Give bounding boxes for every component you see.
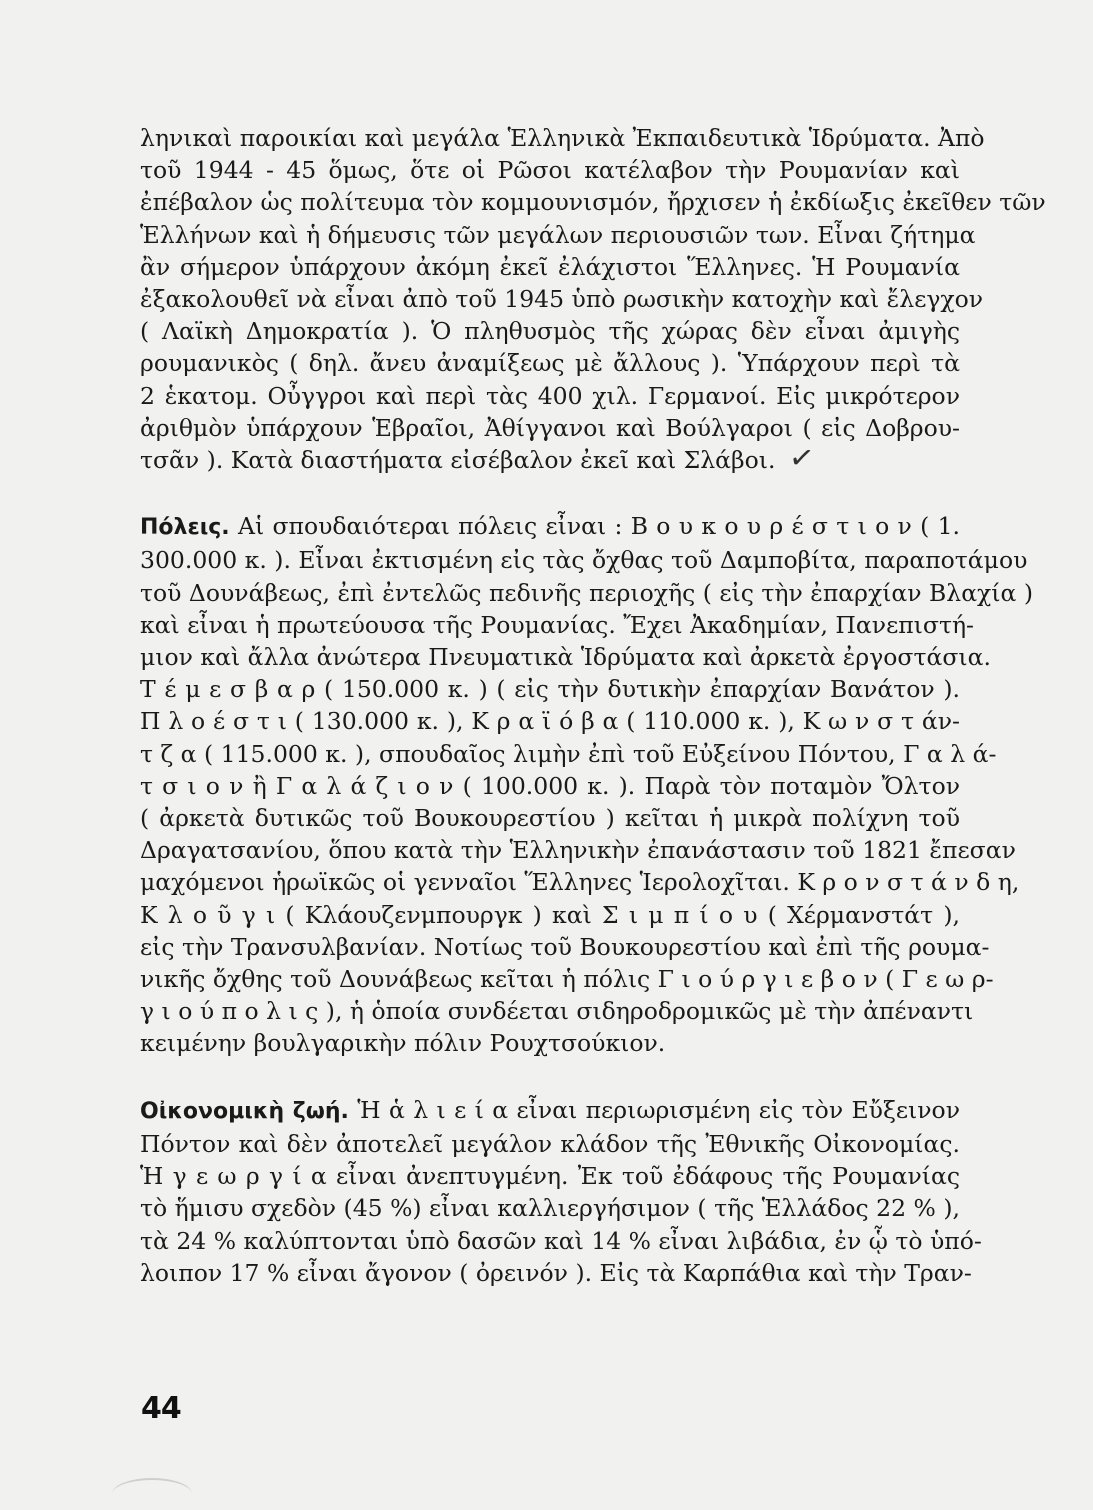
text-line: ληνικαὶ παροικίαι καὶ μεγάλα Ἑλληνικὰ Ἐκπαιδευτικὰ Ἱδρύματα. Ἀπὸ [140,124,985,152]
text-line: κειμένην βουλγαρικὴν πόλιν Ρουχτσούκιον. [140,1029,666,1058]
text-line: μιον καὶ ἄλλα ἀνώτερα Πνευματικὰ Ἱδρύματα καὶ ἀρκετὰ ἐργοστάσια. [140,643,991,672]
text-line: τὸ ἥμισυ σχεδὸν (45 %) εἶναι καλλιεργήσιμον ( τῆς Ἑλλάδος 22 % ), [140,1194,960,1223]
text-line [140,510,960,544]
text-line-content: τσᾶν ). Κατὰ διαστήματα εἰσέβαλον ἐκεῖ καὶ Σλάβοι. [140,446,776,475]
paragraph-spacer [140,1060,960,1094]
text-line: 300.000 κ. ). Εἶναι ἐκτισμένη εἰς τὰς ὄχθας τοῦ Δαμποβίτα, παραποτάμου [140,546,1028,575]
text-line: ( Λαϊκὴ Δημοκρατία ). Ὁ πληθυσμὸς τῆς χώρας δὲν εἶναι ἀμιγὴς [140,317,960,346]
section-heading-cities: Πόλεις. [140,515,230,541]
text-line: Δραγατσανίου, ὅπου κατὰ τὴν Ἑλληνικὴν ἐπανάστασιν τοῦ 1821 ἔπεσαν [140,836,1016,865]
text-line: ρουμανικὸς ( δηλ. ἄνευ ἀναμίξεως μὲ ἄλλους ). Ὑπάρχουν περὶ τὰ [140,349,960,378]
text-line [140,1094,960,1128]
text-line: μαχόμενοι ἡρωϊκῶς οἱ γενναῖοι Ἕλληνες Ἱερολοχῖται. Κ ρ ο ν σ τ ά ν δ η, [140,868,1020,897]
text-line: εἰς τὴν Τρανσυλβανίαν. Νοτίως τοῦ Βουκουρεστίου καὶ ἐπὶ τῆς ρουμα- [140,932,990,961]
text-line: ἐξακολουθεῖ νὰ εἶναι ἀπὸ τοῦ 1945 ὑπὸ ρωσικὴν κατοχὴν καὶ ἔλεγχον [140,285,984,314]
text-line: Πόντον καὶ δὲν ἀποτελεῖ μεγάλον κλάδον τῆς Ἐθνικῆς Οἰκονομίας. [140,1129,960,1158]
text-line: ( ἀρκετὰ δυτικῶς τοῦ Βουκουρεστίου ) κεῖται ἡ μικρὰ πολίχνη τοῦ [140,804,960,833]
text-line: ἂν σήμερον ὑπάρχουν ἀκόμη ἐκεῖ ἐλάχιστοι Ἕλληνες. Ἡ Ρουμανία [140,252,960,281]
text-line [140,439,960,478]
paragraph-spacer [140,476,960,510]
text-line: τ σ ι ο ν ἢ Γ α λ ά ζ ι ο ν ( 100.000 κ. ). Παρὰ τὸν ποταμὸν Ὄλτον [140,771,960,800]
text-line: ἐπέβαλον ὡς πολίτευμα τὸν κομμουνισμόν, ἤρχισεν ἡ ἐκδίωξις ἐκεῖθεν τῶν [140,188,1046,217]
paragraph-cities [140,510,1034,1059]
paragraph-economy [140,1094,982,1289]
text-line: Ἡ γ ε ω ρ γ ί α εἶναι ἀνεπτυγμένη. Ἐκ τοῦ ἐδάφους τῆς Ρουμανίας [140,1162,960,1191]
text-line: γ ι ο ύ π ο λ ι ς ), ἡ ὁποία συνδέεται σιδηροδρομικῶς μὲ τὴν ἀπέναντι [140,997,974,1026]
text-line: Κ λ ο ῦ γ ι ( Κλάουζενμπουργκ ) καὶ Σ ι μ π ί ο υ ( Χέρμανστάτ ), [140,900,960,929]
text-line: ἀριθμὸν ὑπάρχουν Ἑβραῖοι, Ἀθίγγανοι καὶ Βούλγαροι ( εἰς Δοβρου- [140,413,960,442]
text-line: καὶ εἶναι ἡ πρωτεύουσα τῆς Ρουμανίας. Ἔχει Ἀκαδημίαν, Πανεπιστή- [140,610,974,639]
page-body [140,122,1046,1289]
page-number: 44 [141,1391,181,1426]
text-line: Π λ ο έ σ τ ι ( 130.000 κ. ), Κ ρ α ϊ ό β α ( 110.000 κ. ), Κ ω ν σ τ άν- [140,707,960,736]
text-line: νικῆς ὄχθης τοῦ Δουνάβεως κεῖται ἡ πόλις Γ ι ο ύ ρ γ ι ε β ο ν ( Γ ε ω ρ- [140,965,994,994]
paragraph-greek-communities [140,122,1046,478]
text-line: Τ έ μ ε σ β α ρ ( 150.000 κ. ) ( εἰς τὴν δυτικὴν ἐπαρχίαν Βανάτον ). [140,675,960,704]
text-line: τοῦ 1944 - 45 ὅμως, ὅτε οἱ Ρῶσοι κατέλαβον τὴν Ρουμανίαν καὶ [140,156,960,185]
text-line: τοῦ Δουνάβεως, ἐπὶ ἐντελῶς πεδινῆς περιοχῆς ( εἰς τὴν ἐπαρχίαν Βλαχία ) [140,578,1034,607]
section-heading-economy: Οἰκονομικὴ ζωή. [140,1098,349,1124]
stamp-mark-decoration [112,1478,192,1510]
text-line: τ ζ α ( 115.000 κ. ), σπουδαῖος λιμὴν ἐπὶ τοῦ Εὐξείνου Πόντου, Γ α λ ά- [140,739,997,768]
checkmark-icon: ✓ [787,439,817,478]
text-line-content: Αἱ σπουδαιότεραι πόλεις εἶναι : Β ο υ κ ο υ ρ έ σ τ ι ο ν ( 1. [237,512,961,541]
text-line-content: Ἡ ἁ λ ι ε ί α εἶναι περιωρισμένη εἰς τὸν Εὔξεινον [357,1095,960,1124]
text-line: λοιπον 17 % εἶναι ἄγονον ( ὀρεινόν ). Εἰς τὰ Καρπάθια καὶ τὴν Τραν- [140,1258,972,1287]
text-line: 2 ἑκατομ. Οὖγγροι καὶ περὶ τὰς 400 χιλ. Γερμανοί. Εἰς μικρότερον [140,381,960,410]
text-line: τὰ 24 % καλύπτονται ὑπὸ δασῶν καὶ 14 % εἶναι λιβάδια, ἐν ᾧ τὸ ὑπό- [140,1226,982,1255]
text-line: Ἑλλήνων καὶ ἡ δήμευσις τῶν μεγάλων περιουσιῶν των. Εἶναι ζήτημα [140,220,976,249]
